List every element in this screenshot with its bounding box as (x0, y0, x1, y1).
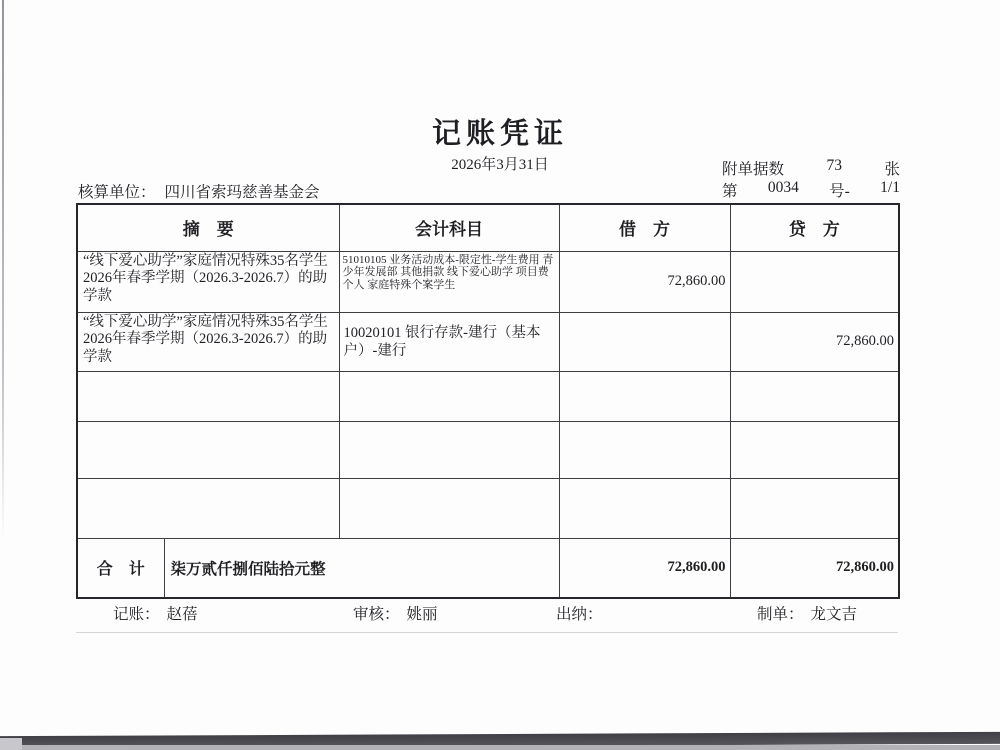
attachment-info (722, 157, 900, 179)
debit-cell (559, 371, 730, 421)
header-account: 会计科目 (339, 204, 559, 251)
attachment-unit: 张 (884, 161, 900, 178)
credit-cell (730, 478, 899, 538)
voucher-table (76, 203, 900, 599)
page-indicator: 1/1 (880, 179, 900, 196)
credit-cell: 72,860.00 (730, 312, 899, 371)
summary-cell: “线下爱心助学”家庭情况特殊35名学生2026年春季学期（2026.3-2026.7）的助学款 (77, 312, 339, 371)
bookkeeper-label: 记账： (113, 606, 160, 623)
preparer-label: 制单： (757, 606, 804, 623)
account-cell: 10020101 银行存款-建行（基本户）-建行 (339, 312, 559, 371)
debit-cell (559, 312, 730, 371)
scan-corner-bottom-left (0, 738, 22, 750)
total-row (77, 538, 899, 598)
account-cell (339, 421, 559, 478)
table-row (77, 371, 899, 421)
bookkeeper-signature (113, 602, 198, 624)
amount-in-words: 柒万贰仟捌佰陆拾元整 (164, 538, 559, 598)
voucher-date: 2026年3月31日 (451, 157, 549, 173)
debit-cell: 72,860.00 (559, 251, 730, 312)
header-debit: 借 方 (559, 204, 730, 251)
table-row (77, 421, 899, 478)
cashier-label: 出纳： (556, 606, 603, 623)
attachment-count: 73 (826, 157, 842, 174)
reviewer-name: 姚丽 (406, 606, 438, 623)
preparer-signature (757, 602, 857, 624)
bookkeeper-name: 赵蓓 (166, 606, 198, 623)
summary-cell (77, 478, 339, 538)
doc-no-prefix: 第 (722, 183, 738, 200)
doc-no: 0034 (767, 179, 799, 196)
reviewer-signature (353, 602, 438, 624)
table-row (77, 251, 899, 312)
voucher-number-row (722, 179, 900, 201)
footer-divider (76, 632, 898, 633)
credit-cell (730, 371, 899, 421)
accounting-unit-name: 四川省索玛慈善基金会 (164, 184, 320, 201)
table-header-row (77, 204, 899, 251)
scan-background-bottom (0, 745, 1000, 750)
total-label: 合 计 (77, 538, 164, 598)
preparer-name: 龙文吉 (810, 606, 858, 623)
credit-cell (730, 251, 899, 312)
total-debit-cell: 72,860.00 (559, 538, 730, 598)
debit-cell (559, 421, 730, 478)
reviewer-label: 审核： (353, 606, 400, 623)
table-row (77, 312, 899, 371)
header-credit: 贷 方 (730, 204, 899, 251)
summary-cell: “线下爱心助学”家庭情况特殊35名学生2026年春季学期（2026.3-2026.7）的助学款 (77, 251, 339, 312)
voucher-title: 记账凭证 (431, 118, 568, 150)
account-cell (339, 371, 559, 421)
accounting-unit-label: 核算单位： (78, 184, 156, 201)
credit-cell (730, 421, 899, 478)
scan-edge-left (2, 0, 4, 540)
accounting-unit-row (78, 180, 320, 202)
header-summary: 摘 要 (77, 204, 339, 251)
account-cell: 51010105 业务活动成本-限定性-学生费用 青少年发展部 其他捐款 线下爱心助学 项目费 个人 家庭特殊个案学生 (339, 251, 559, 312)
total-credit-cell: 72,860.00 (730, 538, 899, 598)
doc-no-suffix: 号- (829, 183, 850, 200)
summary-cell (77, 421, 339, 478)
cashier-signature (556, 602, 610, 624)
attachment-label: 附单据数 (722, 161, 785, 178)
account-cell (339, 478, 559, 538)
debit-cell (559, 478, 730, 538)
table-row (77, 478, 899, 538)
summary-cell (77, 371, 339, 421)
